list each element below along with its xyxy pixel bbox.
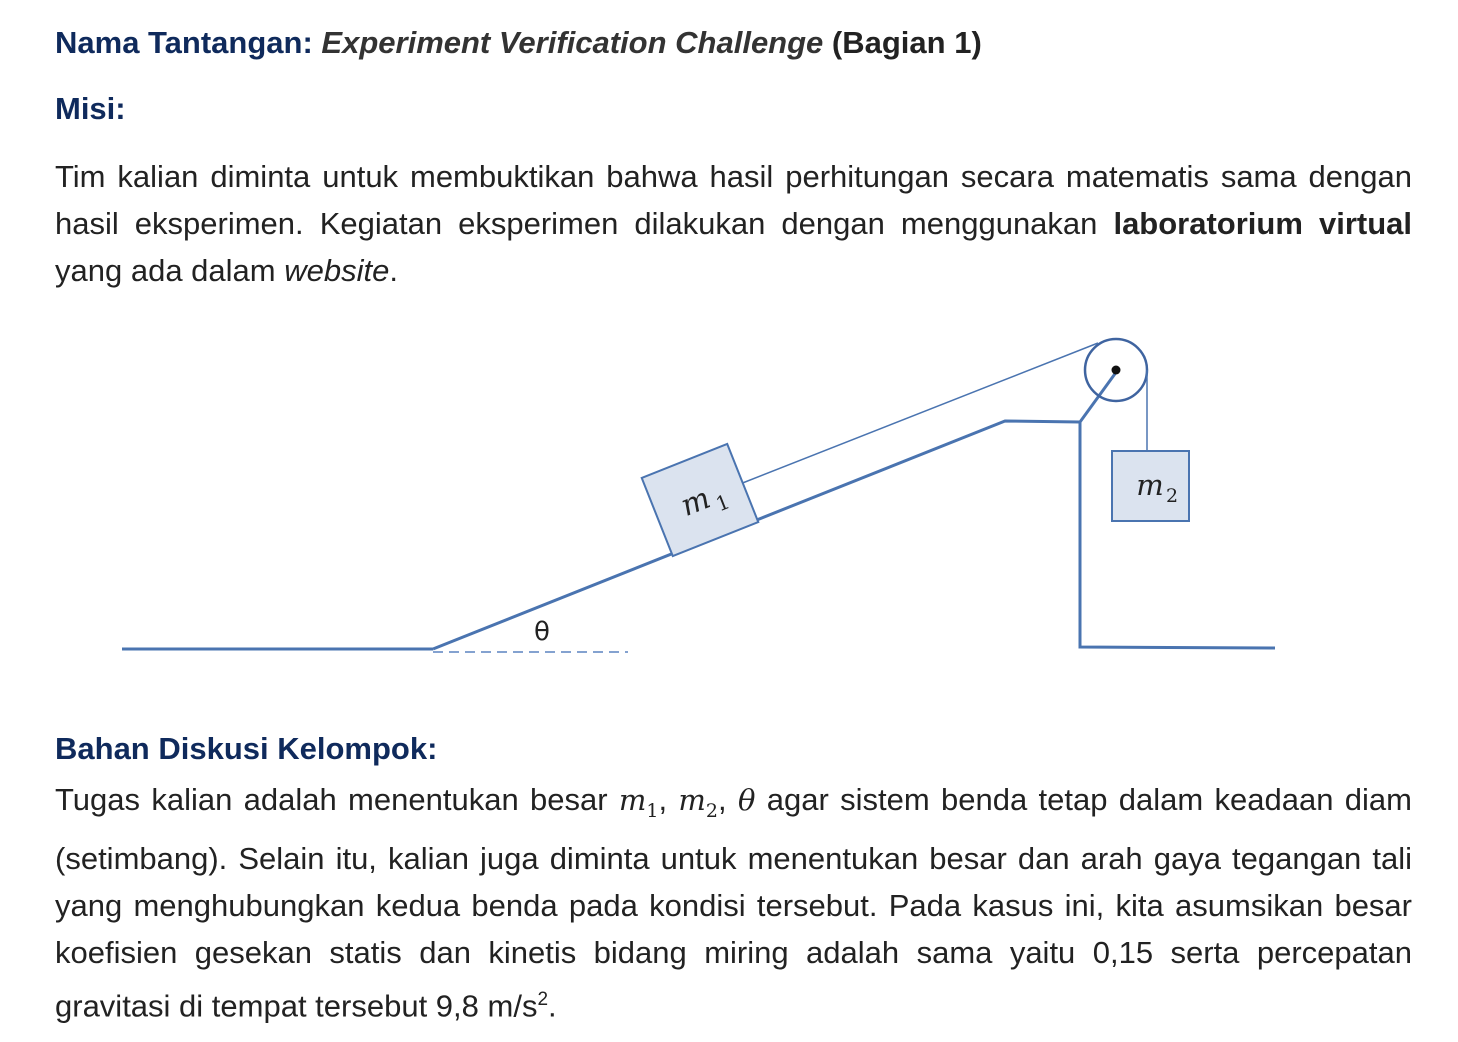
var-m1-letter: m — [618, 783, 647, 817]
discussion-paragraph — [55, 776, 1412, 1029]
mission-paragraph — [55, 153, 1412, 294]
rope-incline — [740, 343, 1098, 484]
angle-theta-label: θ — [534, 617, 550, 647]
discussion-text-1: Tugas kalian adalah menentukan besar — [55, 782, 619, 817]
block-m2 — [1112, 451, 1189, 521]
var-m1 — [618, 783, 659, 822]
challenge-title — [55, 25, 982, 61]
challenge-part: (Bagian 1) — [831, 25, 982, 60]
block-m2-subscript: 2 — [1165, 485, 1179, 507]
discussion-sep-2: , — [718, 782, 738, 817]
mission-text-mid: yang ada dalam — [55, 253, 285, 288]
mission-text-italic: website — [284, 253, 390, 288]
discussion-text-2: agar sistem benda tetap dalam keadaan diam (setimbang). Selain itu, kalian juga diminta untuk menentukan besar dan arah gaya tegangan tali yang menghubungkan kedua benda pada kondisi tersebut. Pada kasus ini, kita asumsikan besar koefisien gesekan statis dan kinetis bidang miring adalah sama yaitu 0,15 serta percepatan gravitasi di tempat tersebut 9,8 m/s — [55, 782, 1412, 1024]
discussion-sep-1: , — [658, 782, 679, 817]
mission-text-bold: laboratorium virtual — [1113, 206, 1412, 241]
pulley-axle — [1112, 366, 1121, 375]
challenge-name-label: Nama Tantangan: — [55, 25, 313, 60]
discussion-heading: Bahan Diskusi Kelompok: — [55, 731, 438, 766]
inclined-plane-diagram — [0, 300, 1458, 700]
challenge-name: Experiment Verification Challenge — [321, 25, 824, 60]
block-m1-label: m — [675, 480, 716, 524]
var-m2 — [678, 783, 718, 822]
mission-text-end: . — [389, 253, 398, 288]
mission-text: Tim kalian diminta untuk membuktikan bahwa hasil perhitungan secara matematis sama dengan hasil eksperimen. Kegiatan eksperimen dilakukan dengan menggunakan — [55, 159, 1412, 241]
var-m2-sub: 2 — [705, 799, 718, 822]
var-m1-sub: 1 — [646, 799, 659, 822]
block-m1 — [642, 444, 759, 556]
incline-surface — [433, 421, 1080, 649]
mission-heading: Misi: — [55, 91, 126, 126]
block-m2-label: m — [1136, 468, 1164, 502]
var-m2-letter: m — [678, 783, 706, 817]
unit-exponent: 2 — [537, 988, 549, 1010]
block-m1-subscript: 1 — [712, 489, 734, 517]
discussion-text-end: . — [548, 988, 557, 1024]
var-theta: θ — [737, 783, 756, 817]
